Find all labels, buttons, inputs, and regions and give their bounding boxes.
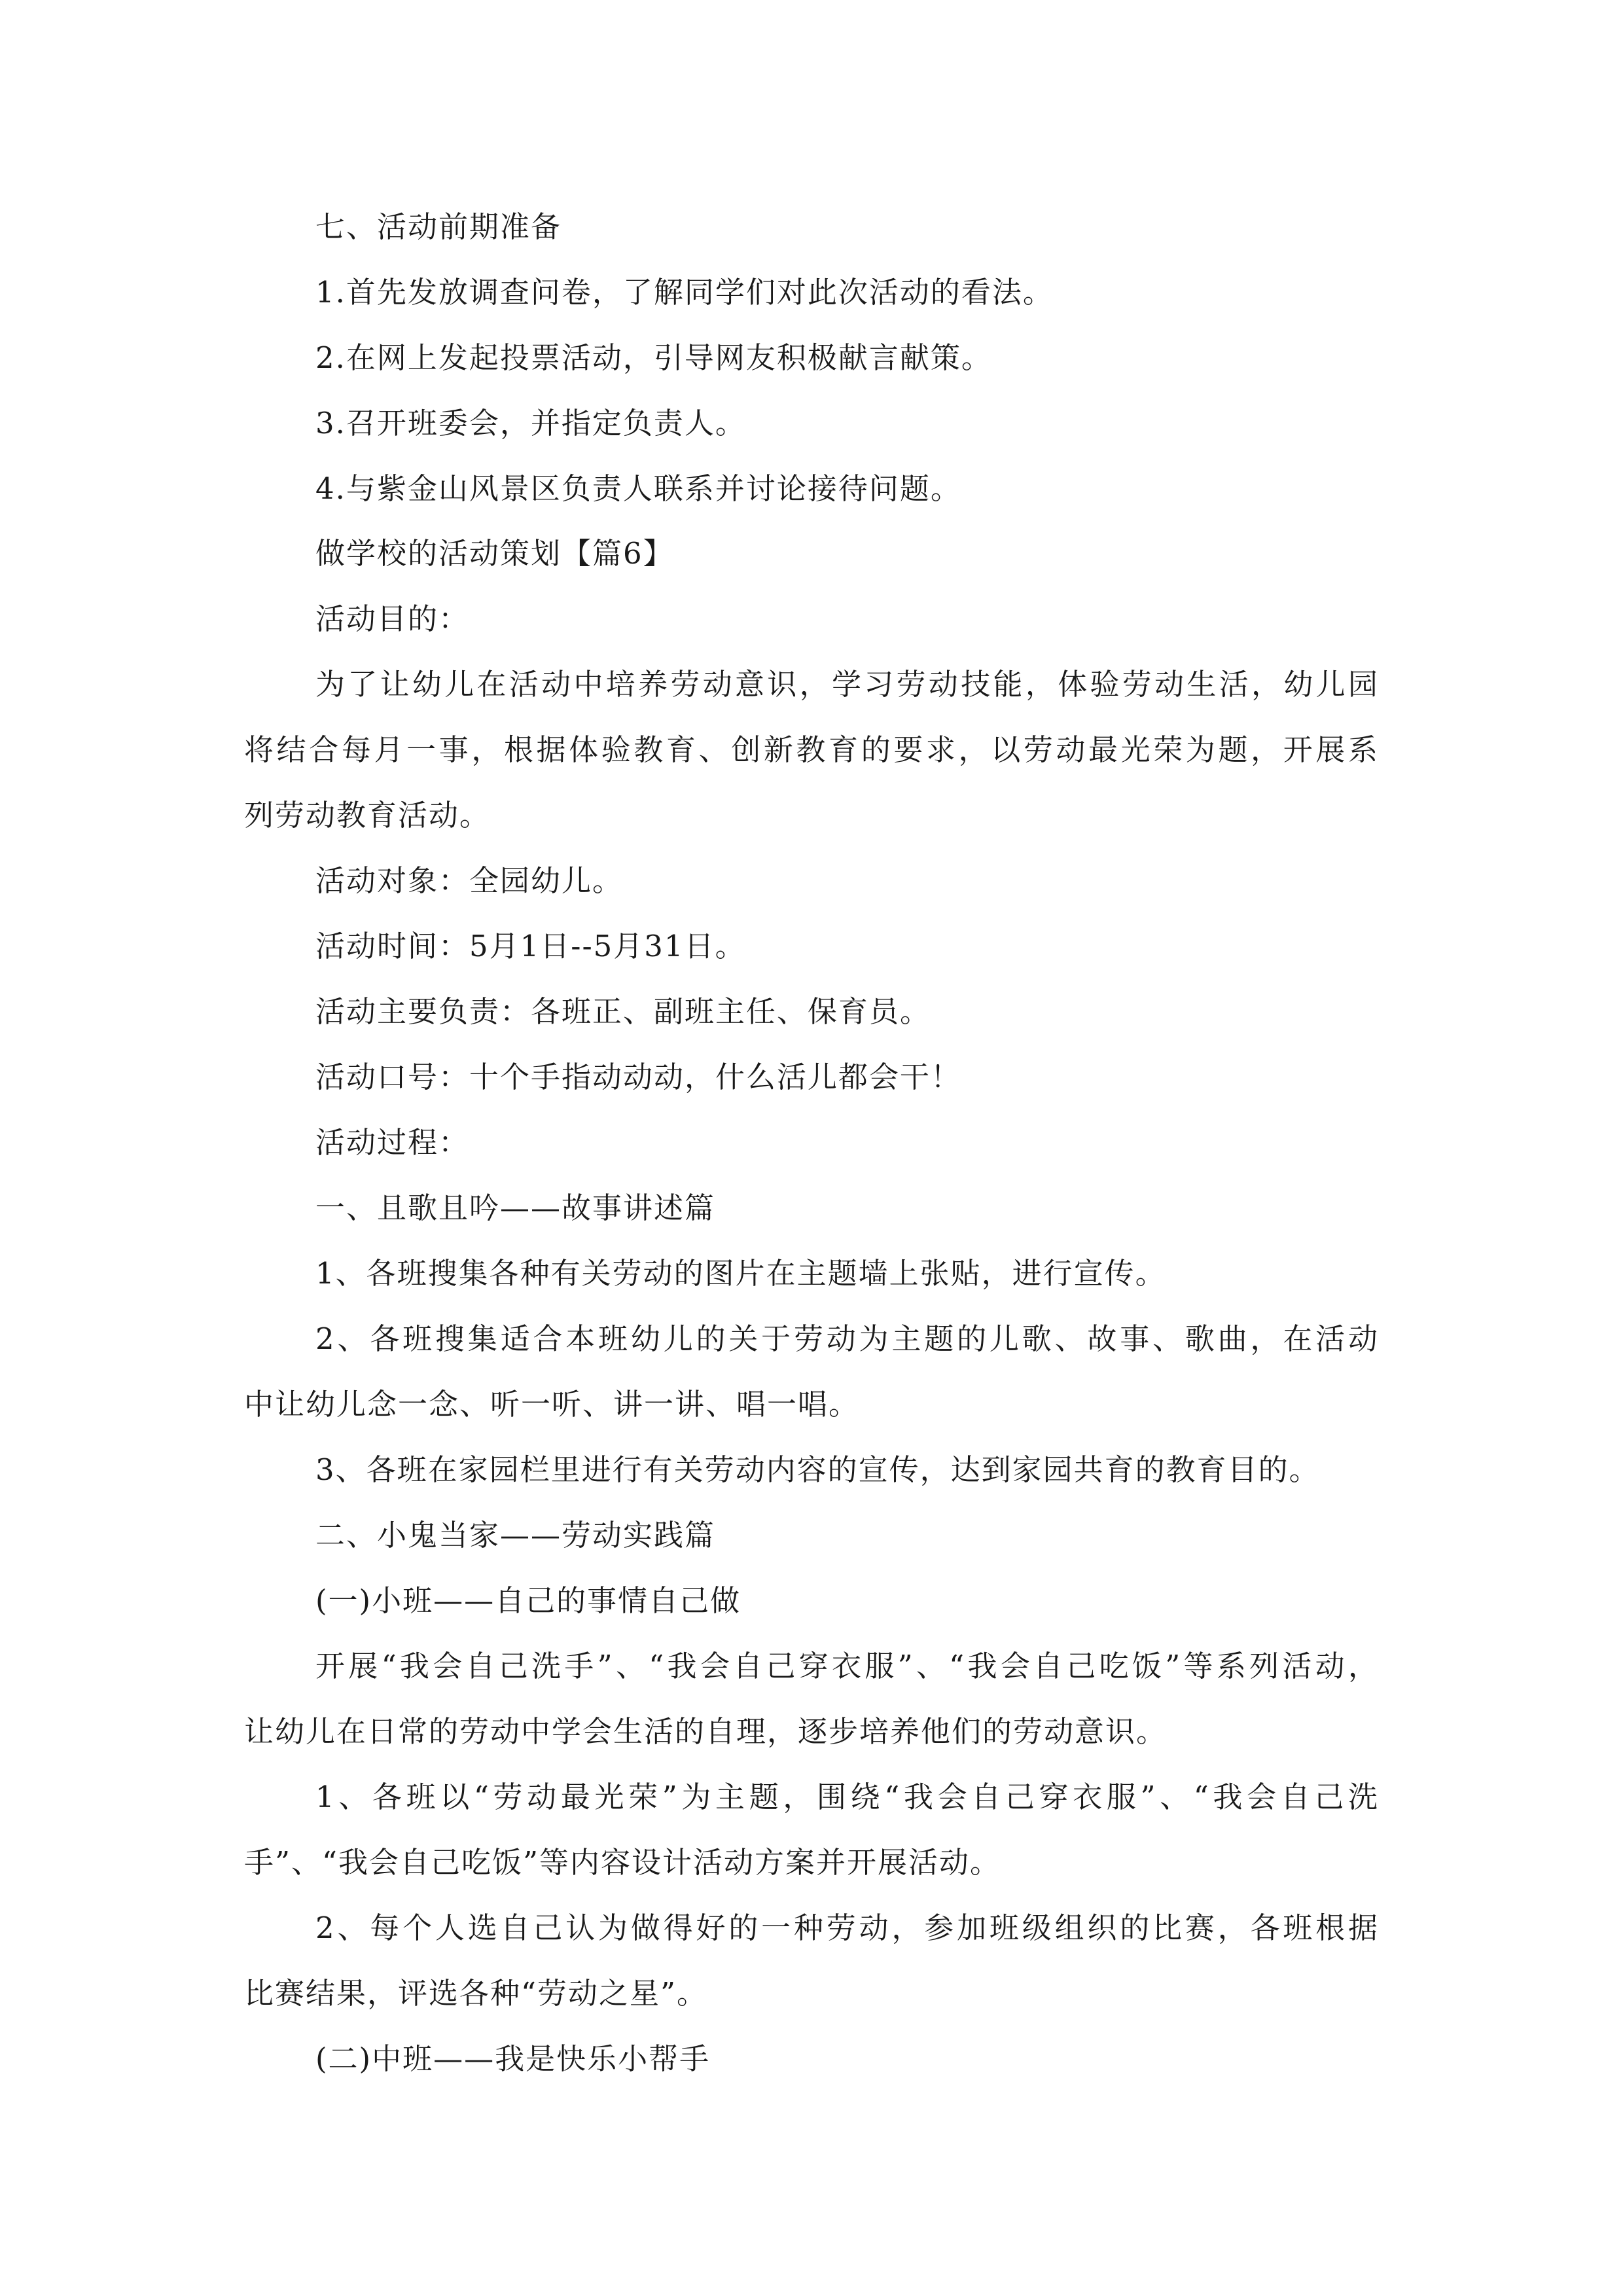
subsection-heading: (一)小班——自己的事情自己做 bbox=[315, 1583, 741, 1618]
section-heading: 七、活动前期准备 bbox=[315, 209, 562, 244]
paragraph-line: 4.与紫金山风景区负责人联系并讨论接待问题。 bbox=[315, 471, 961, 506]
paragraph-line: 活动主要负责：各班正、副班主任、保育员。 bbox=[315, 994, 931, 1029]
paragraph-line: 3.召开班委会，并指定负责人。 bbox=[315, 406, 746, 440]
paragraph-line: 2.在网上发起投票活动，引导网友积极献言献策。 bbox=[315, 340, 992, 375]
paragraph-line: 活动口号：十个手指动动动，什么活儿都会干！ bbox=[315, 1060, 962, 1094]
paragraph-line: 列劳动教育活动。 bbox=[244, 798, 491, 833]
paragraph-line: 让幼儿在日常的劳动中学会生活的自理，逐步培养他们的劳动意识。 bbox=[244, 1714, 1168, 1749]
article-title: 做学校的活动策划【篇6】 bbox=[315, 536, 674, 571]
paragraph-line: 活动对象：全园幼儿。 bbox=[315, 863, 624, 898]
paragraph-line: 将结合每月一事，根据体验教育、创新教育的要求，以劳动最光荣为题，开展系 bbox=[244, 732, 1379, 767]
paragraph-line: 为了让幼儿在活动中培养劳动意识，学习劳动技能，体验劳动生活，幼儿园 bbox=[315, 667, 1379, 702]
paragraph-line: 活动时间：5月1日--5月31日。 bbox=[315, 929, 746, 963]
paragraph-line: 手”、“我会自己吃饭”等内容设计活动方案并开展活动。 bbox=[244, 1845, 1001, 1880]
paragraph-line: 比赛结果，评选各种“劳动之星”。 bbox=[244, 1976, 708, 2011]
section-heading: 二、小鬼当家——劳动实践篇 bbox=[315, 1518, 716, 1552]
paragraph-line: 1、各班搜集各种有关劳动的图片在主题墙上张贴，进行宣传。 bbox=[315, 1256, 1166, 1291]
paragraph-line: 1、各班以“劳动最光荣”为主题，围绕“我会自己穿衣服”、“我会自己洗 bbox=[315, 1780, 1379, 1814]
subsection-heading: (二)中班——我是快乐小帮手 bbox=[315, 2041, 711, 2076]
paragraph-line: 开展“我会自己洗手”、“我会自己穿衣服”、“我会自己吃饭”等系列活动， bbox=[315, 1649, 1379, 1683]
paragraph-line: 3、各班在家园栏里进行有关劳动内容的宣传，达到家园共育的教育目的。 bbox=[315, 1452, 1320, 1487]
section-heading: 活动过程： bbox=[315, 1125, 470, 1160]
paragraph-line: 中让幼儿念一念、听一听、讲一讲、唱一唱。 bbox=[244, 1387, 860, 1422]
paragraph-line: 2、各班搜集适合本班幼儿的关于劳动为主题的儿歌、故事、歌曲，在活动 bbox=[315, 1321, 1379, 1356]
paragraph-line: 2、每个人选自己认为做得好的一种劳动，参加班级组织的比赛，各班根据 bbox=[315, 1910, 1379, 1945]
paragraph-line: 1.首先发放调查问卷，了解同学们对此次活动的看法。 bbox=[315, 275, 1054, 310]
section-heading: 活动目的： bbox=[315, 601, 470, 636]
section-heading: 一、且歌且吟——故事讲述篇 bbox=[315, 1191, 716, 1225]
